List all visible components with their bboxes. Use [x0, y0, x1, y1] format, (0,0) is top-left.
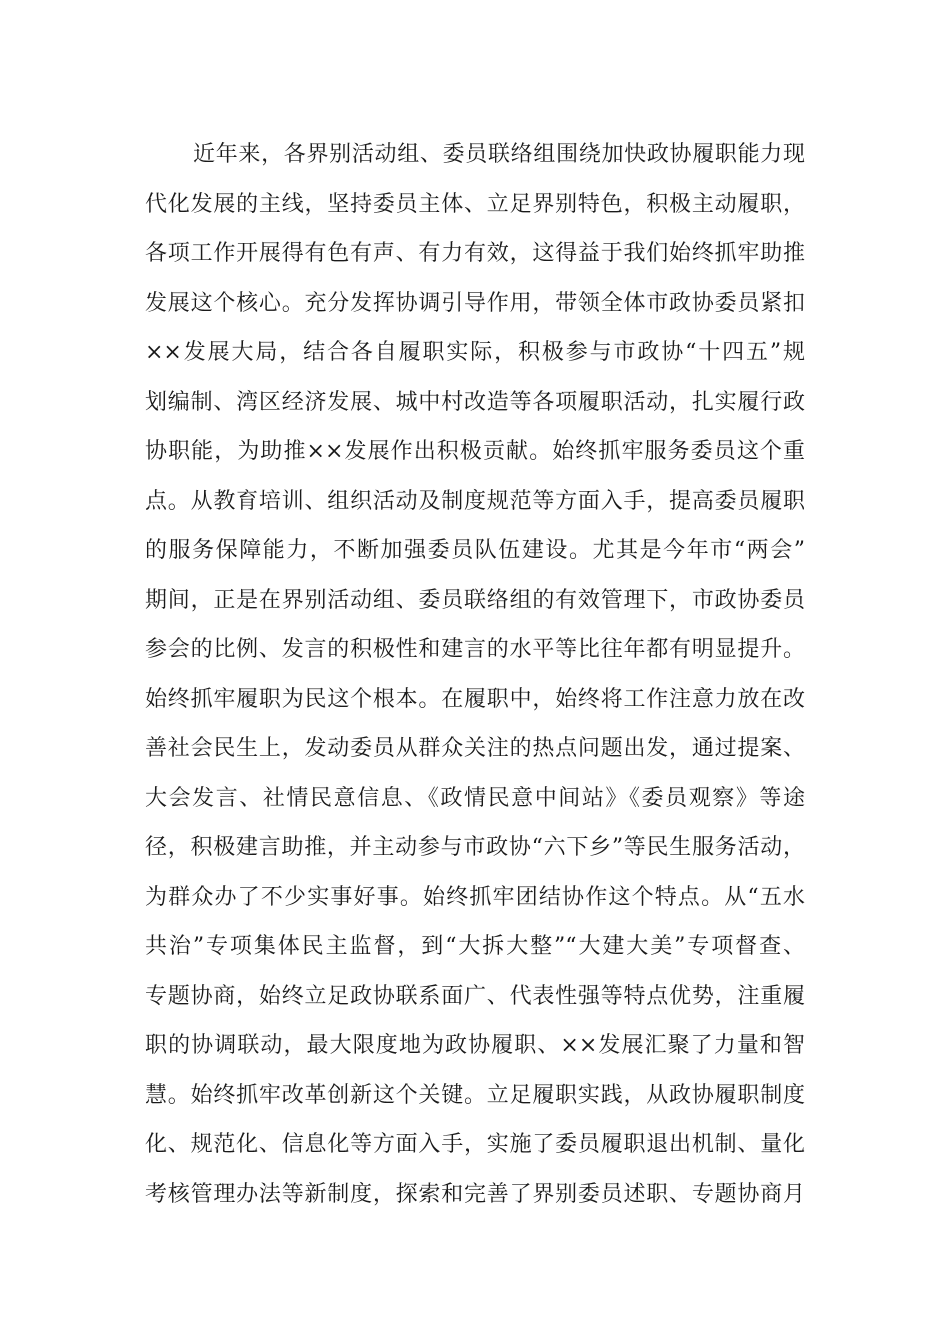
text-line: 大会发言、社情民意信息、《政情民意中间站》《委员观察》等途 [145, 785, 805, 811]
text-line: 期间，正是在界别活动组、委员联络组的有效管理下，市政协委员 [145, 587, 805, 613]
document-body [145, 130, 805, 1219]
text-line: ××发展大局，结合各自履职实际，积极参与市政协“十四五”规 [145, 340, 805, 365]
text-line: 点。从教育培训、组织活动及制度规范等方面入手，提高委员履职 [145, 488, 805, 514]
text-line: 化、规范化、信息化等方面入手，实施了委员履职退出机制、量化 [145, 1132, 805, 1157]
text-line: 职的协调联动，最大限度地为政协履职、××发展汇聚了力量和智 [145, 1033, 805, 1058]
text-line: 参会的比例、发言的积极性和建言的水平等比往年都有明显提升。 [145, 637, 805, 662]
text-line: 共治”专项集体民主监督，到“大拆大整”“大建大美”专项督查、 [145, 934, 805, 959]
text-line: 慧。始终抓牢改革创新这个关键。立足履职实践，从政协履职制度 [145, 1082, 805, 1108]
text-line: 为群众办了不少实事好事。始终抓牢团结协作这个特点。从“五水 [145, 884, 805, 910]
text-line: 考核管理办法等新制度，探索和完善了界别委员述职、专题协商月 [145, 1181, 805, 1207]
text-line: 始终抓牢履职为民这个根本。在履职中，始终将工作注意力放在改 [145, 686, 805, 712]
text-line: 代化发展的主线，坚持委员主体、立足界别特色，积极主动履职， [145, 191, 805, 217]
text-line: 善社会民生上，发动委员从群众关注的热点问题出发，通过提案、 [145, 736, 805, 761]
text-line: 的服务保障能力，不断加强委员队伍建设。尤其是今年市“两会” [145, 538, 805, 563]
text-line: 径，积极建言助推，并主动参与市政协“六下乡”等民生服务活动， [145, 835, 805, 860]
text-line: 专题协商，始终立足政协联系面广、代表性强等特点优势，注重履 [145, 983, 805, 1009]
text-line: 发展这个核心。充分发挥协调引导作用，带领全体市政协委员紧扣 [145, 290, 805, 316]
text-line: 各项工作开展得有色有声、有力有效，这得益于我们始终抓牢助推 [145, 241, 805, 266]
text-line: 协职能，为助推××发展作出积极贡献。始终抓牢服务委员这个重 [145, 439, 805, 464]
text-line: 近年来，各界别活动组、委员联络组围绕加快政协履职能力现 [193, 142, 805, 167]
text-line: 划编制、湾区经济发展、城中村改造等各项履职活动，扎实履行政 [145, 389, 805, 415]
